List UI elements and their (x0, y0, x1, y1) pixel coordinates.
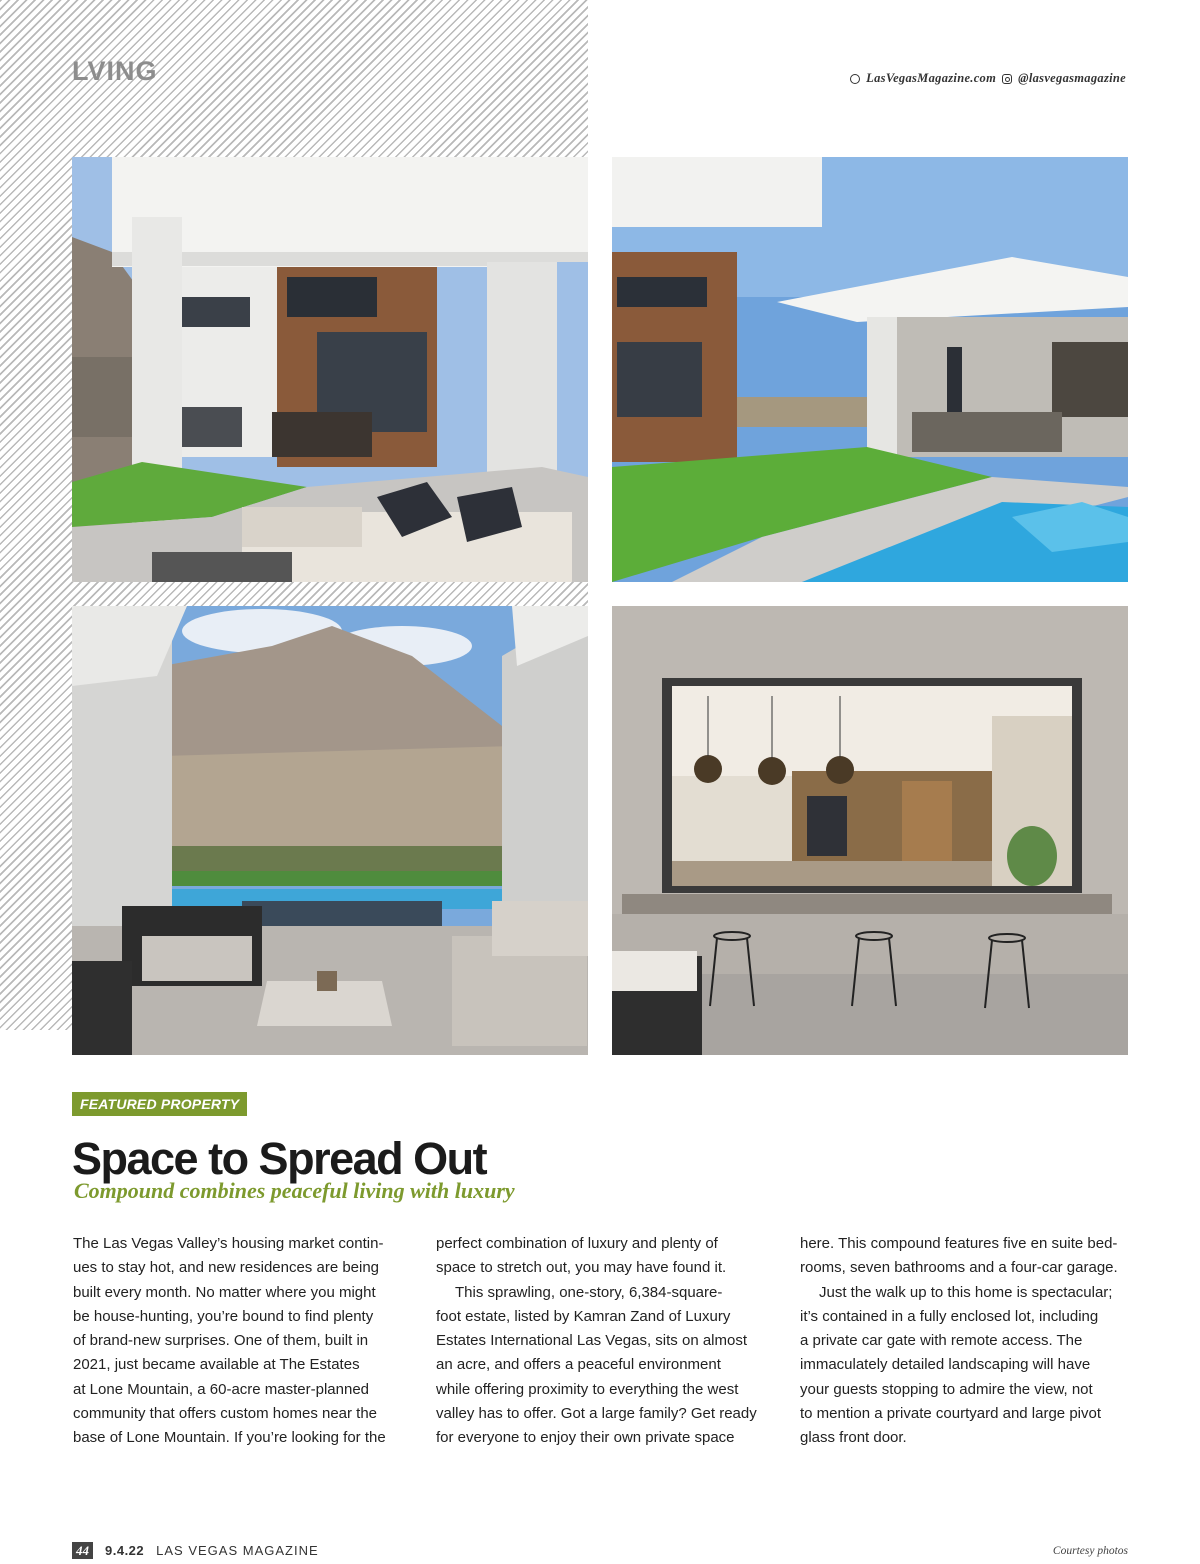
page-number: 44 (72, 1542, 93, 1559)
issue-date: 9.4.22 (105, 1543, 145, 1558)
section-label: LVING (72, 56, 158, 86)
body-line: Estates International Las Vegas, sits on almost (436, 1332, 748, 1350)
body-line: it’s contained in a fully enclosed lot, including (800, 1307, 1099, 1325)
body-line: be house-hunting, you’re bound to find plenty (73, 1307, 374, 1325)
body-line: glass front door. (800, 1429, 907, 1447)
body-line: of brand-new surprises. One of them, built in (73, 1332, 369, 1350)
body-column-1 (73, 1232, 403, 1451)
body-column-2 (436, 1232, 766, 1451)
photo-patio-kitchen (72, 157, 588, 582)
body-line: community that offers custom homes near the (73, 1405, 378, 1423)
body-line: an acre, and offers a peaceful environment (436, 1356, 721, 1374)
photo-pool-lawn (612, 157, 1128, 582)
body-line: ues to stay hot, and new residences are being (73, 1259, 380, 1277)
body-line: This sprawling, one-story, 6,384-square- (455, 1283, 723, 1301)
body-line: base of Lone Mountain. If you’re looking for the (73, 1429, 386, 1447)
body-line: rooms, seven bathrooms and a four-car garage. (800, 1259, 1118, 1277)
body-line: space to stretch out, you may have found it. (436, 1259, 727, 1277)
body-line: perfect combination of luxury and plenty of (436, 1235, 718, 1252)
website-link[interactable]: LasVegasMagazine.com (866, 71, 997, 85)
photo-bar-window (612, 606, 1128, 1055)
body-line: foot estate, listed by Kamran Zand of Luxury (436, 1307, 731, 1325)
instagram-icon (1002, 74, 1012, 84)
body-line: 2021, just became available at The Estates (73, 1356, 360, 1374)
instagram-handle[interactable]: @lasvegasmagazine (1018, 71, 1126, 85)
body-line: immaculately detailed landscaping will have (800, 1356, 1091, 1374)
body-line: a private car gate with remote access. The (800, 1332, 1083, 1350)
body-line: The Las Vegas Valley’s housing market contin- (73, 1235, 384, 1252)
photo-courtyard-mountain (72, 606, 588, 1055)
featured-property-tag: FEATURED PROPERTY (72, 1092, 247, 1116)
article-subtitle: Compound combines peaceful living with luxury (74, 1178, 515, 1203)
body-line: your guests stopping to admire the view, not (800, 1380, 1093, 1398)
web-icon (850, 74, 860, 84)
publication-name: LAS VEGAS MAGAZINE (156, 1543, 319, 1558)
footer-folio (72, 1542, 319, 1559)
body-line: to mention a private courtyard and large pivot (800, 1405, 1102, 1423)
article-title: Space to Spread Out (72, 1133, 487, 1184)
body-line: at Lone Mountain, a 60-acre master-planned (73, 1380, 370, 1398)
photo-credit: Courtesy photos (1052, 1545, 1128, 1557)
body-column-3 (800, 1232, 1130, 1451)
body-line: valley has to offer. Got a large family? Get ready (436, 1405, 757, 1423)
body-line: here. This compound features five en suite bed- (800, 1235, 1118, 1252)
body-line: Just the walk up to this home is spectacular; (819, 1283, 1113, 1301)
body-line: while offering proximity to everything the west (436, 1380, 739, 1398)
header-links (850, 71, 1126, 86)
body-line: built every month. No matter where you might (73, 1283, 376, 1301)
body-line: for everyone to enjoy their own private space (436, 1429, 735, 1447)
